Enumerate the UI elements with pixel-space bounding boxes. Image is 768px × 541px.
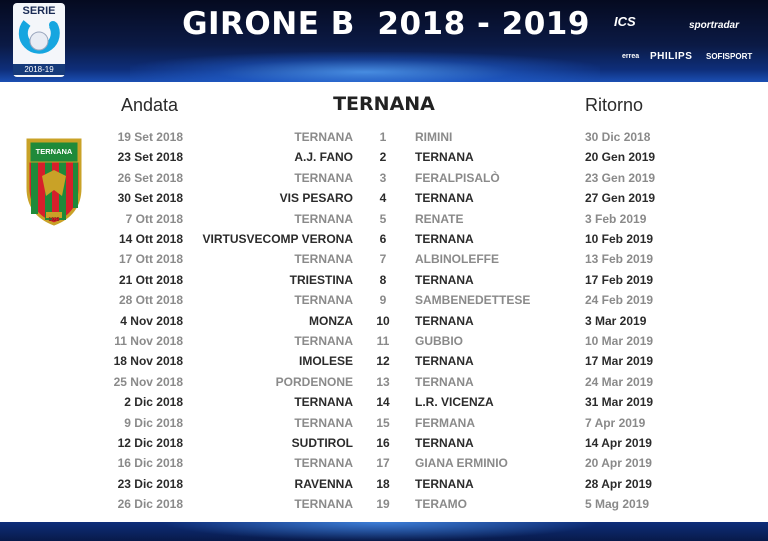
matchday-number: 16: [376, 436, 390, 450]
away-team: TERNANA: [415, 150, 474, 164]
away-team: TERAMO: [415, 497, 467, 511]
ritorno-date: 24 Mar 2019: [585, 375, 654, 389]
away-team: FERALPISALÒ: [415, 171, 500, 185]
matchday-number: 14: [376, 395, 390, 409]
ritorno-date: 14 Apr 2019: [585, 436, 652, 450]
ritorno-date: 28 Apr 2019: [585, 477, 652, 491]
andata-date: 28 Ott 2018: [118, 293, 183, 307]
away-team: SAMBENEDETTESE: [415, 293, 531, 307]
home-team: TERNANA: [294, 130, 353, 144]
away-team: TERNANA: [415, 273, 474, 287]
home-team: TERNANA: [294, 171, 353, 185]
ritorno-date: 24 Feb 2019: [585, 293, 654, 307]
fixture-row: [0, 433, 768, 453]
ritorno-date: 30 Dic 2018: [585, 130, 651, 144]
header-glow: [130, 52, 600, 82]
matchday-number: 2: [379, 150, 387, 164]
serie-c-logo: [13, 3, 65, 77]
andata-date: 7 Ott 2018: [125, 212, 183, 226]
home-team: TERNANA: [294, 395, 353, 409]
away-team: RENATE: [415, 212, 464, 226]
away-team: FERMANA: [415, 416, 475, 430]
andata-date: 30 Set 2018: [117, 191, 183, 205]
fixture-row: [0, 494, 768, 514]
matchday-number: 13: [376, 375, 390, 389]
home-team: TERNANA: [294, 252, 353, 266]
andata-date: 14 Ott 2018: [118, 232, 183, 246]
home-team: TERNANA: [294, 212, 353, 226]
away-team: TERNANA: [415, 477, 474, 491]
away-team: TERNANA: [415, 191, 474, 205]
sponsor-ics: ICS: [614, 14, 636, 29]
andata-date: 18 Nov 2018: [113, 354, 183, 368]
fixture-row: [0, 147, 768, 167]
fixture-row: [0, 392, 768, 412]
away-team: GIANA ERMINIO: [415, 456, 508, 470]
matchday-number: 10: [376, 314, 390, 328]
fixture-row: [0, 290, 768, 310]
home-team: VIRTUSVECOMP VERONA: [202, 232, 353, 246]
matchday-number: 1: [379, 130, 387, 144]
andata-date: 12 Dic 2018: [117, 436, 183, 450]
fixture-row: [0, 351, 768, 371]
matchday-number: 8: [379, 273, 387, 287]
fixture-row: [0, 372, 768, 392]
matchday-number: 15: [376, 416, 390, 430]
ritorno-date: 27 Gen 2019: [585, 191, 656, 205]
fixture-row: [0, 331, 768, 351]
matchday-number: 11: [376, 334, 390, 348]
home-team: PORDENONE: [275, 375, 353, 389]
andata-date: 23 Set 2018: [117, 150, 183, 164]
fixture-row: [0, 249, 768, 269]
sponsor-errea: errea: [622, 53, 640, 60]
sponsor-philips: PHILIPS: [650, 51, 693, 62]
matchday-number: 19: [376, 497, 390, 511]
andata-header: Andata: [121, 95, 179, 115]
ritorno-date: 5 Mag 2019: [585, 497, 650, 511]
ritorno-date: 20 Gen 2019: [585, 150, 656, 164]
andata-date: 21 Ott 2018: [118, 273, 183, 287]
fixture-row: [0, 229, 768, 249]
home-team: TERNANA: [294, 497, 353, 511]
away-team: TERNANA: [415, 314, 474, 328]
away-team: ALBINOLEFFE: [415, 252, 499, 266]
andata-date: 19 Set 2018: [117, 130, 183, 144]
serie-logo-word: SERIE: [22, 5, 56, 17]
ritorno-date: 10 Feb 2019: [585, 232, 654, 246]
header-banner: [0, 0, 768, 82]
andata-date: 26 Set 2018: [117, 171, 183, 185]
away-team: TERNANA: [415, 354, 474, 368]
ritorno-date: 10 Mar 2019: [585, 334, 654, 348]
matchday-number: 12: [376, 354, 390, 368]
andata-date: 9 Dic 2018: [124, 416, 183, 430]
matchday-number: 7: [379, 252, 387, 266]
ritorno-header: Ritorno: [585, 95, 644, 115]
matchday-number: 17: [376, 456, 390, 470]
home-team: IMOLESE: [298, 354, 353, 368]
ritorno-date: 23 Gen 2019: [585, 171, 656, 185]
fixture-row: [0, 474, 768, 494]
away-team: L.R. VICENZA: [415, 395, 494, 409]
home-team: SUDTIROL: [291, 436, 353, 450]
sponsor-sofisport: SOFISPORT: [706, 52, 753, 61]
andata-date: 17 Ott 2018: [118, 252, 183, 266]
home-team: A.J. FANO: [294, 150, 353, 164]
matchday-number: 6: [379, 232, 387, 246]
crest-year: 1925: [48, 217, 60, 223]
fixture-row: [0, 311, 768, 331]
home-team: TERNANA: [294, 334, 353, 348]
andata-date: 2 Dic 2018: [124, 395, 183, 409]
andata-date: 4 Nov 2018: [120, 314, 183, 328]
matchday-number: 18: [376, 477, 390, 491]
away-team: TERNANA: [415, 436, 474, 450]
page-title: GIRONE B 2018 - 2019: [182, 6, 590, 42]
serie-logo-season: 2018-19: [13, 64, 65, 75]
andata-date: 16 Dic 2018: [117, 456, 183, 470]
fixture-row: [0, 413, 768, 433]
away-team: GUBBIO: [415, 334, 463, 348]
home-team: RAVENNA: [294, 477, 353, 491]
home-team: TERNANA: [294, 456, 353, 470]
andata-date: 23 Dic 2018: [117, 477, 183, 491]
ritorno-date: 3 Mar 2019: [585, 314, 647, 328]
ritorno-date: 3 Feb 2019: [585, 212, 647, 226]
home-team: TERNANA: [294, 293, 353, 307]
fixture-row: [0, 453, 768, 473]
fixture-row: [0, 209, 768, 229]
home-team: TRIESTINA: [289, 273, 353, 287]
andata-date: 25 Nov 2018: [113, 375, 183, 389]
ritorno-date: 13 Feb 2019: [585, 252, 654, 266]
ritorno-date: 31 Mar 2019: [585, 395, 654, 409]
footer-glow: [160, 522, 600, 541]
ritorno-date: 7 Apr 2019: [585, 416, 646, 430]
matchday-number: 9: [379, 293, 387, 307]
fixture-row: [0, 127, 768, 147]
team-header: TERNANA: [333, 93, 435, 115]
ritorno-date: 17 Feb 2019: [585, 273, 654, 287]
matchday-number: 4: [379, 191, 387, 205]
home-team: VIS PESARO: [279, 191, 353, 205]
fixture-row: [0, 188, 768, 208]
away-team: TERNANA: [415, 232, 474, 246]
sponsor-sportradar: sportradar: [689, 20, 740, 31]
home-team: MONZA: [309, 314, 353, 328]
matchday-number: 3: [379, 171, 387, 185]
away-team: RIMINI: [415, 130, 453, 144]
fixture-row: [0, 270, 768, 290]
andata-date: 11 Nov 2018: [114, 334, 183, 348]
home-team: TERNANA: [294, 416, 353, 430]
andata-date: 26 Dic 2018: [117, 497, 183, 511]
fixture-row: [0, 168, 768, 188]
matchday-number: 5: [379, 212, 387, 226]
away-team: TERNANA: [415, 375, 474, 389]
ritorno-date: 17 Mar 2019: [585, 354, 654, 368]
ritorno-date: 20 Apr 2019: [585, 456, 652, 470]
footer-banner: [0, 522, 768, 541]
crest-name: TERNANA: [35, 147, 73, 156]
